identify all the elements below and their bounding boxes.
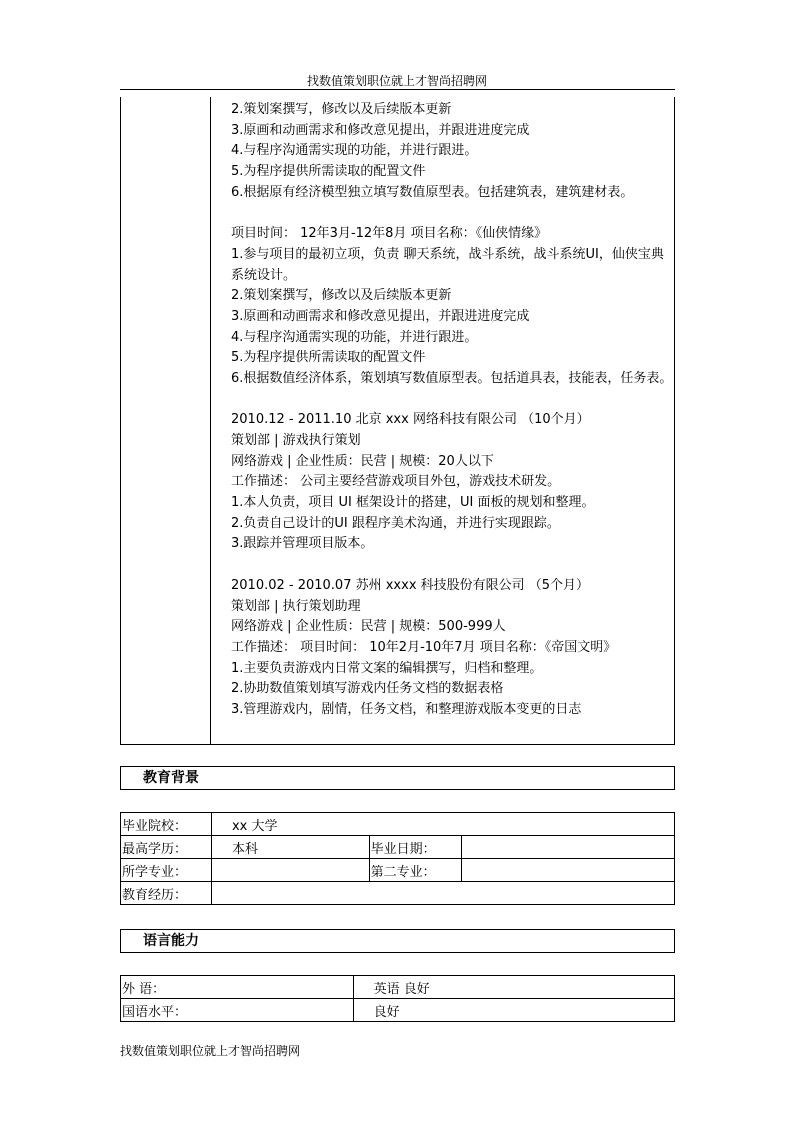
language-heading: 语言能力 xyxy=(120,929,675,953)
exp-line: 5.为程序提供所需读取的配置文件 xyxy=(231,350,426,366)
history-label: 教育经历： xyxy=(121,882,212,905)
table-row xyxy=(121,882,675,905)
exp-line: 3.跟踪并管理项目版本。 xyxy=(231,536,374,552)
page-header: 找数值策划职位就上才智尚招聘网 xyxy=(306,74,487,88)
project-title: 项目时间： 12年3月-12年8月 项目名称：《仙侠情缘》 xyxy=(231,226,548,242)
foreign-language-label: 外 语： xyxy=(121,976,354,999)
job-header: 2010.02 - 2010.07 苏州 xxxx 科技股份有限公司 （5个月） xyxy=(231,577,590,593)
education-heading: 教育背景 xyxy=(120,766,675,790)
school-label: 毕业院校： xyxy=(121,813,212,836)
grad-date-label: 毕业日期： xyxy=(369,836,461,859)
table-row xyxy=(121,999,675,1022)
mandarin-label: 国语水平： xyxy=(121,999,354,1022)
grad-date-value xyxy=(461,836,674,859)
exp-line: 4.与程序沟通需实现的功能，并进行跟进。 xyxy=(231,143,478,159)
major-label: 所学专业： xyxy=(121,859,212,882)
foreign-language-value: 英语 良好 xyxy=(353,976,674,999)
exp-line: 1.本人负责，项目 UI 框架设计的搭建，UI 面板的规划和整理。 xyxy=(231,495,595,511)
exp-line: 6.根据数值经济体系，策划填写数值原型表。包括道具表，技能表，任务表。 xyxy=(231,370,673,386)
table-row xyxy=(121,976,675,999)
job-description: 工作描述： 公司主要经营游戏项目外包，游戏技术研发。 xyxy=(231,474,561,490)
second-major-label: 第二专业： xyxy=(369,859,461,882)
exp-line: 6.根据原有经济模型独立填写数值原型表。包括建筑表，建筑建材表。 xyxy=(231,184,634,200)
exp-line: 3.原画和动画需求和修改意见提出，并跟进进度完成 xyxy=(231,122,530,138)
exp-line: 2.协助数值策划填写游戏内任务文档的数据表格 xyxy=(231,681,504,697)
header-divider xyxy=(120,89,675,90)
job-company-info: 网络游戏 | 企业性质：民营 | 规模：500-999人 xyxy=(231,619,506,635)
exp-line: 1.主要负责游戏内日常文案的编辑撰写，归档和整理。 xyxy=(231,660,543,676)
experience-column-divider xyxy=(210,97,211,745)
exp-line: 4.与程序沟通需实现的功能，并进行跟进。 xyxy=(231,329,478,345)
job-description: 工作描述： 项目时间： 10年2月-10年7月 项目名称：《帝国文明》 xyxy=(231,639,617,655)
job-department: 策划部 | 执行策划助理 xyxy=(231,598,361,614)
job-department: 策划部 | 游戏执行策划 xyxy=(231,433,361,449)
table-row xyxy=(121,813,675,836)
exp-line: 2.策划案撰写，修改以及后续版本更新 xyxy=(231,288,452,304)
exp-line: 1.参与项目的最初立项，负责 聊天系统，战斗系统，战斗系统UI，仙侠宝典系统设计。 xyxy=(231,246,664,283)
mandarin-value: 良好 xyxy=(353,999,674,1022)
job-header: 2010.12 - 2011.10 北京 xxx 网络科技有限公司 （10个月） xyxy=(231,412,590,428)
experience-content xyxy=(231,100,674,721)
degree-value: 本科 xyxy=(211,836,369,859)
language-table xyxy=(120,975,675,1022)
table-row xyxy=(121,836,675,859)
degree-label: 最高学历： xyxy=(121,836,212,859)
table-row xyxy=(121,859,675,882)
school-value: xx 大学 xyxy=(211,813,674,836)
exp-line: 2.策划案撰写，修改以及后续版本更新 xyxy=(231,102,452,117)
history-value xyxy=(211,882,674,905)
exp-line: 3.原画和动画需求和修改意见提出，并跟进进度完成 xyxy=(231,308,530,324)
second-major-value xyxy=(461,859,674,882)
major-value xyxy=(211,859,369,882)
exp-line: 2.负责自己设计的UI 跟程序美术沟通，并进行实现跟踪。 xyxy=(231,515,560,531)
education-table xyxy=(120,812,675,905)
job-company-info: 网络游戏 | 企业性质：民营 | 规模：20人以下 xyxy=(231,453,494,469)
exp-line: 5.为程序提供所需读取的配置文件 xyxy=(231,164,426,180)
page-footer: 找数值策划职位就上才智尚招聘网 xyxy=(120,1044,301,1058)
exp-line: 3.管理游戏内，剧情，任务文档，和整理游戏版本变更的日志 xyxy=(231,701,582,717)
